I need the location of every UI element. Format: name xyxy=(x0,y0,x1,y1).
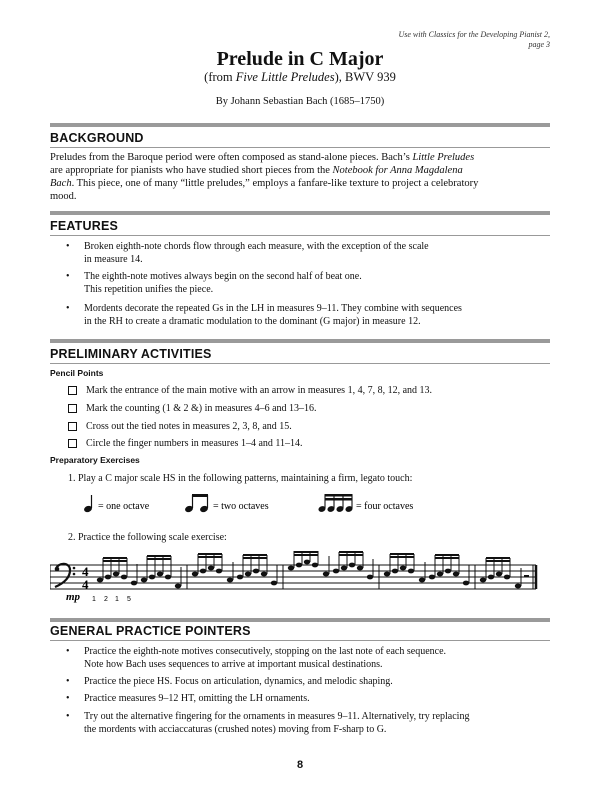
checkbox-icon[interactable] xyxy=(68,386,77,395)
pointer-text: Practice the piece HS. Focus on articulation, dynamics, and melodic shaping. xyxy=(84,676,393,687)
exercise-2: 2. Practice the following scale exercise: xyxy=(68,532,227,543)
checkbox-icon[interactable] xyxy=(68,422,77,431)
time-signature-bottom: 4 xyxy=(82,577,89,592)
subtitle-post: ), BWV 939 xyxy=(334,70,396,84)
feature-text: This repetition unifies the piece. xyxy=(84,284,214,295)
section-rule xyxy=(50,363,550,364)
section-bar xyxy=(50,339,550,343)
feature-text: in measure 14. xyxy=(84,254,143,265)
page-number: 8 xyxy=(296,759,304,771)
pencil-item-text: Circle the finger numbers in measures 1–4 and 11–14. xyxy=(86,438,303,449)
section-bar xyxy=(50,123,550,127)
legend-four-octaves: = four octaves xyxy=(356,501,414,512)
section-bar xyxy=(50,211,550,215)
feature-text: in the RH to create a dramatic modulation to the dominant (G major) in measure 12. xyxy=(84,316,421,327)
bg-text: are appropriate for pianists who have studied short pieces from the xyxy=(50,165,333,176)
checkbox-icon[interactable] xyxy=(68,439,77,448)
bg-text: . This piece, one of many “little preludes,” employs a fanfare-like texture to project a celebratory xyxy=(71,178,479,189)
pointer-text: the mordents with acciaccaturas (crushed notes) moving from F-sharp to G. xyxy=(84,724,387,735)
pencil-item-text: Cross out the tied notes in measures 2, 3, 8, and 15. xyxy=(86,421,292,432)
pointer-text: Note how Bach uses sequences to arrive at important musical destinations. xyxy=(84,659,383,670)
subtitle xyxy=(0,70,600,85)
pointer-text: Try out the alternative fingering for the ornaments in measures 9–11. Alternatively, try replacing xyxy=(84,711,470,722)
page-reference-line1: Use with Classics for the Developing Pianist 2, xyxy=(398,30,550,39)
time-signature-top: 4 xyxy=(82,564,89,579)
byline: By Johann Sebastian Bach (1685–1750) xyxy=(215,96,385,107)
fingering-1: 1 xyxy=(92,596,96,603)
page-reference-note xyxy=(398,30,550,50)
bg-italic: Little Preludes xyxy=(412,152,475,163)
subtitle-pre: (from xyxy=(204,70,236,84)
dynamic-marking: mp xyxy=(66,591,81,603)
page-reference-line2: page 3 xyxy=(528,40,550,49)
pointers-heading: GENERAL PRACTICE POINTERS xyxy=(50,624,251,638)
sixteenth-notes-icon xyxy=(318,494,354,513)
bg-text: mood. xyxy=(50,191,77,202)
section-rule xyxy=(50,147,550,148)
exercise-1: 1. Play a C major scale HS in the following patterns, maintaining a firm, legato touch: xyxy=(68,473,413,484)
section-rule xyxy=(50,640,550,641)
page-title: Prelude in C Major xyxy=(216,48,384,70)
subtitle-work: Five Little Preludes xyxy=(235,70,335,84)
section-bar xyxy=(50,618,550,622)
bg-text: Preludes from the Baroque period were often composed as stand-alone pieces. Bach’s xyxy=(50,152,413,163)
fingering-2: 2 xyxy=(104,596,108,603)
music-staff xyxy=(50,550,550,605)
pencil-item-text: Mark the entrance of the main motive with an arrow in measures 1, 4, 7, 8, 12, and 13. xyxy=(86,385,433,396)
preliminary-heading: PRELIMINARY ACTIVITIES xyxy=(50,347,212,361)
background-heading: BACKGROUND xyxy=(50,131,144,145)
pointer-text: Practice the eighth-note motives consecutively, stopping on the last note of each sequence. xyxy=(84,646,447,657)
pencil-item-text: Mark the counting (1 & 2 &) in measures 4–6 and 13–16. xyxy=(86,403,317,414)
feature-text: The eighth-note motives always begin on the second half of beat one. xyxy=(84,271,362,282)
section-rule xyxy=(50,235,550,236)
eighth-notes-icon xyxy=(184,494,209,513)
rhythm-legend xyxy=(80,490,440,516)
legend-two-octaves: = two octaves xyxy=(213,501,269,512)
fingering-4: 5 xyxy=(127,596,131,603)
bg-italic: Bach xyxy=(50,178,72,189)
feature-text: Mordents decorate the repeated Gs in the LH in measures 9–11. They combine with sequences xyxy=(84,303,462,314)
bg-italic: Notebook for Anna Magdalena xyxy=(332,165,463,176)
measure-notes xyxy=(384,553,469,585)
background-paragraph xyxy=(50,151,550,203)
legend-one-octave: = one octave xyxy=(98,501,150,512)
checkbox-icon[interactable] xyxy=(68,404,77,413)
quarter-note-icon xyxy=(83,495,93,513)
measure-notes xyxy=(480,557,529,588)
pencil-points-heading: Pencil Points xyxy=(50,368,104,378)
feature-text: Broken eighth-note chords flow through each measure, with the exception of the scale xyxy=(84,241,429,252)
measure-notes xyxy=(192,553,277,585)
bass-clef-icon xyxy=(55,564,76,587)
fingering-3: 1 xyxy=(115,596,119,603)
pointer-text: Practice measures 9–12 HT, omitting the LH ornaments. xyxy=(84,693,310,704)
preparatory-exercises-heading: Preparatory Exercises xyxy=(50,455,140,465)
features-heading: FEATURES xyxy=(50,219,119,233)
